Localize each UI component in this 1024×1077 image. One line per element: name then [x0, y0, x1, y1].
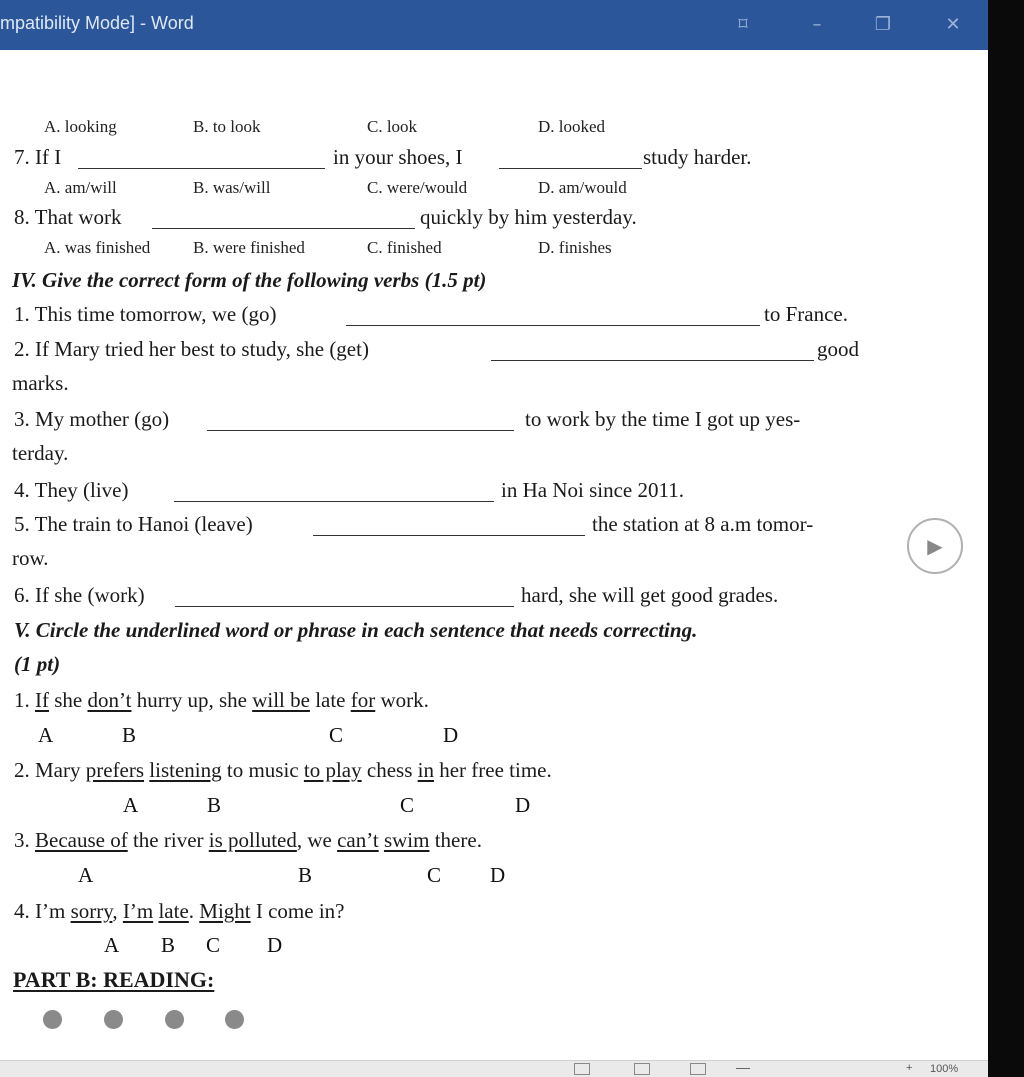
read-mode-icon[interactable] [574, 1063, 590, 1075]
iv-1-end: to France. [764, 302, 848, 326]
section-v-points: (1 pt) [14, 652, 61, 676]
v-1-part-a: If [35, 688, 49, 712]
v-1-part-c: will be [252, 688, 310, 712]
v-3-letter-b: B [298, 863, 313, 887]
page-dot-4[interactable] [225, 1010, 244, 1029]
q6-option-a: A. looking [44, 117, 117, 136]
v-2-sentence: 2. Mary prefers listening to music to play chess in her free time. [14, 758, 552, 782]
zoom-slider[interactable] [736, 1068, 750, 1069]
section-v-heading: V. Circle the underlined word or phrase in each sentence that needs correcting. [14, 618, 698, 642]
v-2-part-b: listening [149, 758, 222, 782]
q7-blank-2 [499, 168, 642, 169]
v-1-letter-a: A [38, 723, 54, 747]
close-icon[interactable]: ✕ [945, 13, 961, 35]
q8-blank [152, 228, 415, 229]
iv-5-blank [313, 535, 585, 536]
v-3-part-a: Because of [35, 828, 128, 852]
v-4-letter-d: D [267, 933, 283, 957]
q8-text-end: quickly by him yesterday. [420, 205, 637, 229]
web-layout-icon[interactable] [690, 1063, 706, 1075]
status-bar [0, 1060, 988, 1077]
q8-text-start: 8. That work [14, 205, 122, 229]
iv-4-end: in Ha Noi since 2011. [501, 478, 684, 502]
q6-option-b: B. to look [193, 117, 261, 136]
title-bar [0, 0, 988, 50]
v-2-part-d: in [417, 758, 434, 782]
v-3-letter-a: A [78, 863, 94, 887]
iv-2-cont: marks. [12, 371, 69, 395]
page-dot-3[interactable] [165, 1010, 184, 1029]
v-4-letter-b: B [161, 933, 176, 957]
v-4-letter-a: A [104, 933, 120, 957]
iv-1-start: 1. This time tomorrow, we (go) [14, 302, 277, 326]
page-dot-2[interactable] [104, 1010, 123, 1029]
iv-4-start: 4. They (live) [14, 478, 129, 502]
iv-3-blank [207, 430, 514, 431]
ribbon-display-options-icon[interactable]: ⌑ [738, 13, 748, 35]
q8-option-a: A. was finished [44, 238, 151, 257]
q7-option-a: A. am/will [44, 178, 117, 197]
section-iv-heading: IV. Give the correct form of the following verbs (1.5 pt) [12, 268, 487, 292]
q7-blank-1 [78, 168, 325, 169]
v-1-sentence: 1. If she don’t hurry up, she will be late for work. [14, 688, 429, 712]
iv-5-cont: row. [12, 546, 49, 570]
iv-6-end: hard, she will get good grades. [521, 583, 779, 607]
v-4-sentence: 4. I’m sorry, I’m late. Might I come in? [14, 899, 345, 923]
v-4-part-d: Might [199, 899, 251, 923]
iv-2-end: good [817, 337, 859, 361]
v-3-part-b: is polluted [208, 828, 297, 852]
iv-6-start: 6. If she (work) [14, 583, 145, 607]
iv-2-start: 2. If Mary tried her best to study, she (get) [14, 337, 369, 361]
q8-option-d: D. finishes [538, 238, 612, 257]
window-title: mpatibility Mode] - Word [0, 13, 194, 33]
v-4-part-c: late [158, 899, 189, 923]
screen-edge [988, 0, 1024, 1077]
v-1-letter-d: D [443, 723, 459, 747]
zoom-in-icon[interactable]: + [906, 1062, 913, 1074]
iv-3-cont: terday. [12, 441, 69, 465]
v-2-part-a: prefers [85, 758, 145, 782]
q6-option-d: D. looked [538, 117, 606, 136]
v-4-part-a: sorry [70, 899, 113, 923]
v-2-letter-b: B [207, 793, 222, 817]
v-2-letter-c: C [400, 793, 415, 817]
iv-5-end: the station at 8 a.m tomor- [592, 512, 814, 536]
play-button[interactable] [907, 518, 963, 574]
v-1-part-b: don’t [87, 688, 132, 712]
minimize-icon[interactable]: – [812, 13, 822, 35]
v-1-part-d: for [350, 688, 376, 712]
v-2-letter-a: A [123, 793, 139, 817]
v-2-part-c: to play [303, 758, 362, 782]
v-3-letter-d: D [490, 863, 506, 887]
part-b-heading: PART B: READING: [13, 967, 215, 992]
q7-text-end: study harder. [643, 145, 752, 169]
print-layout-icon[interactable] [634, 1063, 650, 1075]
play-icon: ▶ [927, 535, 943, 558]
v-3-part-c: can’t [337, 828, 379, 852]
v-1-letter-b: B [122, 723, 137, 747]
q7-text-middle: in your shoes, I [333, 145, 463, 169]
q6-option-c: C. look [367, 117, 418, 136]
v-1-letter-c: C [329, 723, 344, 747]
q7-option-d: D. am/would [538, 178, 627, 197]
page-dot-1[interactable] [43, 1010, 62, 1029]
zoom-level[interactable]: 100% [930, 1063, 959, 1075]
v-2-letter-d: D [515, 793, 531, 817]
iv-1-blank [346, 325, 760, 326]
v-3-sentence: 3. Because of the river is polluted, we can’t swim there. [14, 828, 482, 852]
iv-2-blank [491, 360, 814, 361]
v-3-letter-c: C [427, 863, 442, 887]
v-4-letter-c: C [206, 933, 221, 957]
iv-4-blank [174, 501, 494, 502]
q7-option-b: B. was/will [193, 178, 271, 197]
q8-option-c: C. finished [367, 238, 442, 257]
document-page[interactable] [0, 50, 988, 1060]
iv-3-end: to work by the time I got up yes- [525, 407, 801, 431]
v-3-part-d: swim [383, 828, 430, 852]
restore-icon[interactable]: ❐ [874, 13, 892, 35]
iv-6-blank [175, 606, 514, 607]
iv-5-start: 5. The train to Hanoi (leave) [14, 512, 253, 536]
q7-text-start: 7. If I [14, 145, 62, 169]
v-4-part-b: I’m [122, 899, 154, 923]
q8-option-b: B. were finished [193, 238, 305, 257]
q7-option-c: C. were/would [367, 178, 468, 197]
iv-3-start: 3. My mother (go) [14, 407, 170, 431]
